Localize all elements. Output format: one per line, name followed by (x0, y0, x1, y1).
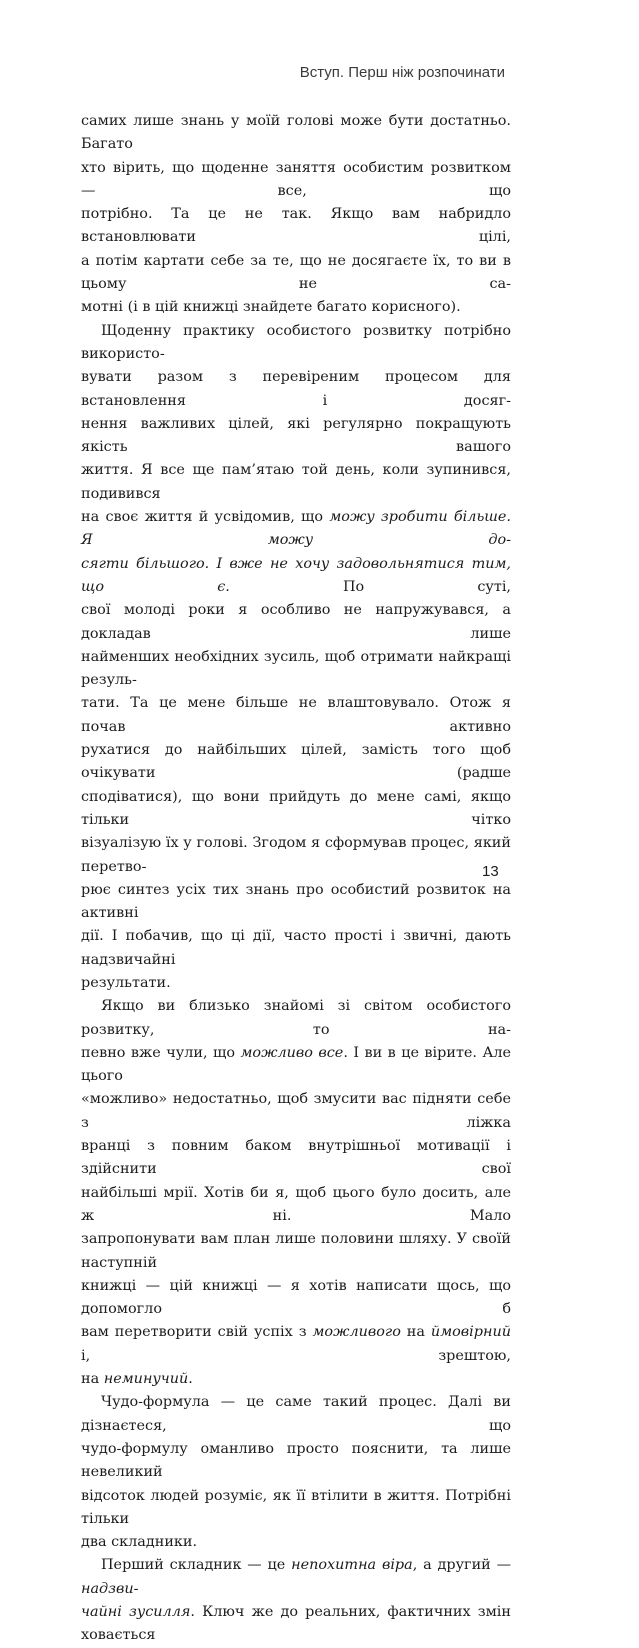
text-segment: «можливо» недостатньо, щоб змусити вас підняти себе з ліжка (81, 1091, 511, 1131)
text-segment: хто вірить, що щоденне заняття особистим розвитком — все, що (81, 159, 511, 199)
text-segment: тати. Та це мене більше не влаштовувало. Отож я почав активно (81, 695, 511, 735)
text-segment: відсоток людей розуміє, як її втілити в життя. Потрібні тільки (81, 1487, 511, 1527)
text-line (81, 832, 511, 879)
text-line (81, 925, 511, 972)
text-segment: книжці — цій книжці — я хотів написати щось, що допомогло б (81, 1277, 511, 1318)
text-line (81, 1228, 511, 1275)
text-segment: рює синтез усіх тих знань про особистий розвиток на активні (81, 881, 511, 922)
italic-text: можливо все (240, 1044, 344, 1061)
text-line (81, 157, 511, 204)
text-segment: , а другий — (412, 1557, 511, 1574)
text-segment: життя. Я все ще пам’ятаю той день, коли зупинився, подивився (81, 462, 511, 502)
text-segment: певно вже чули, що (81, 1044, 241, 1061)
text-line (81, 1601, 511, 1648)
text-segment: на (400, 1324, 431, 1341)
text-segment: Перший складник — це (101, 1557, 292, 1574)
text-segment: самих лише знань у моїй голові може бути достатньо. Багато (81, 113, 511, 153)
text-line (81, 459, 511, 506)
text-line (81, 786, 511, 833)
italic-text: непохитна віра (291, 1557, 413, 1574)
body-text (81, 110, 511, 1648)
text-line (81, 1554, 511, 1601)
text-segment: найбільші мрії. Хотів би я, щоб цього було досить, але ж ні. Мало (81, 1184, 511, 1224)
text-line (81, 1135, 511, 1182)
text-segment: мотні (і в цій книжці знайдете багато корисного). (81, 299, 461, 316)
text-line (81, 879, 511, 926)
text-segment: два складники. (81, 1534, 198, 1551)
italic-text: надзви- (81, 1580, 139, 1597)
text-segment: . (188, 1371, 193, 1388)
running-head: Вступ. Перш ніж розпочинати (299, 64, 505, 81)
text-segment: свої молоді роки я особливо не напружувався, а докладав лише (81, 602, 511, 642)
text-line (81, 413, 511, 460)
text-segment: а потім картати себе за те, що не досягаєте їх, то ви в цьому не са- (81, 252, 511, 293)
text-segment: на (81, 1371, 104, 1388)
text-line (81, 366, 511, 413)
text-segment: на своє життя й усвідомив, що (81, 509, 330, 526)
text-segment: вранці з повним баком внутрішньої мотивації і здійснити свої (81, 1138, 511, 1178)
text-segment: Чудо-формула — це саме такий процес. Далі ви дізнаєтеся, що (81, 1394, 511, 1434)
italic-text: сягти більшого. І вже не хочу задовольнятися тим, що є. (81, 555, 511, 595)
text-line (81, 599, 511, 646)
text-line (81, 1321, 511, 1368)
page-number: 13 (482, 863, 499, 880)
text-segment: потрібно. Та це не так. Якщо вам набридло встановлювати цілі, (81, 206, 511, 246)
text-line (81, 646, 511, 693)
italic-text: можливого (312, 1324, 401, 1341)
text-line (81, 1088, 511, 1135)
italic-text: ймовірний (430, 1324, 511, 1341)
text-segment: дії. І побачив, що ці дії, часто прості і звичні, дають надзвичайні (81, 928, 511, 968)
text-line (81, 1368, 511, 1391)
text-line (81, 1438, 511, 1485)
text-segment: Якщо ви близько знайомі зі світом особистого розвитку, то на- (81, 998, 511, 1038)
text-segment: і, зрештою, (81, 1347, 511, 1364)
text-line (81, 1275, 511, 1322)
text-segment: сподіватися), що вони прийдуть до мене самі, якщо тільки чітко (81, 788, 511, 828)
text-line (81, 995, 511, 1042)
text-segment: По суті, (229, 578, 511, 595)
text-line (81, 320, 511, 367)
text-line (81, 972, 511, 995)
text-segment: візуалізую їх у голові. Згодом я сформував процес, який перетво- (81, 835, 511, 875)
text-segment: вувати разом з перевіреним процесом для встановлення і досяг- (81, 369, 511, 409)
text-line (81, 1182, 511, 1229)
text-segment: Щоденну практику особистого розвитку потрібно використо- (81, 322, 511, 362)
italic-text: неминучий (103, 1371, 189, 1388)
text-segment: . Ключ же до реальних, фактичних змін ховається (81, 1604, 511, 1644)
text-segment: рухатися до найбільших цілей, замість того щоб очікувати (радше (81, 742, 511, 782)
text-line (81, 1391, 511, 1438)
text-segment: результати. (81, 974, 171, 991)
text-line (81, 506, 511, 553)
text-line (81, 250, 511, 297)
text-line (81, 296, 511, 319)
text-line (81, 553, 511, 600)
italic-text: чайні зусилля (81, 1604, 191, 1620)
text-line (81, 110, 511, 157)
text-segment: запропонувати вам план лише половини шляху. У своїй наступній (81, 1231, 511, 1271)
text-line (81, 1531, 511, 1554)
text-line (81, 739, 511, 786)
text-line (81, 1485, 511, 1532)
text-segment: нення важливих цілей, які регулярно покращують якість вашого (81, 415, 511, 456)
text-line (81, 203, 511, 250)
text-segment: найменших необхідних зусиль, щоб отримати найкращі резуль- (81, 648, 511, 689)
text-segment: чудо-формулу оманливо просто пояснити, та лише невеликий (81, 1440, 511, 1481)
text-segment: . І ви в це вірите. Але цього (81, 1044, 512, 1085)
text-segment: вам перетворити свій успіх з (81, 1324, 313, 1341)
text-line (81, 692, 511, 739)
text-line (81, 1042, 511, 1089)
italic-text: можу зробити більше. Я можу до- (81, 509, 511, 549)
